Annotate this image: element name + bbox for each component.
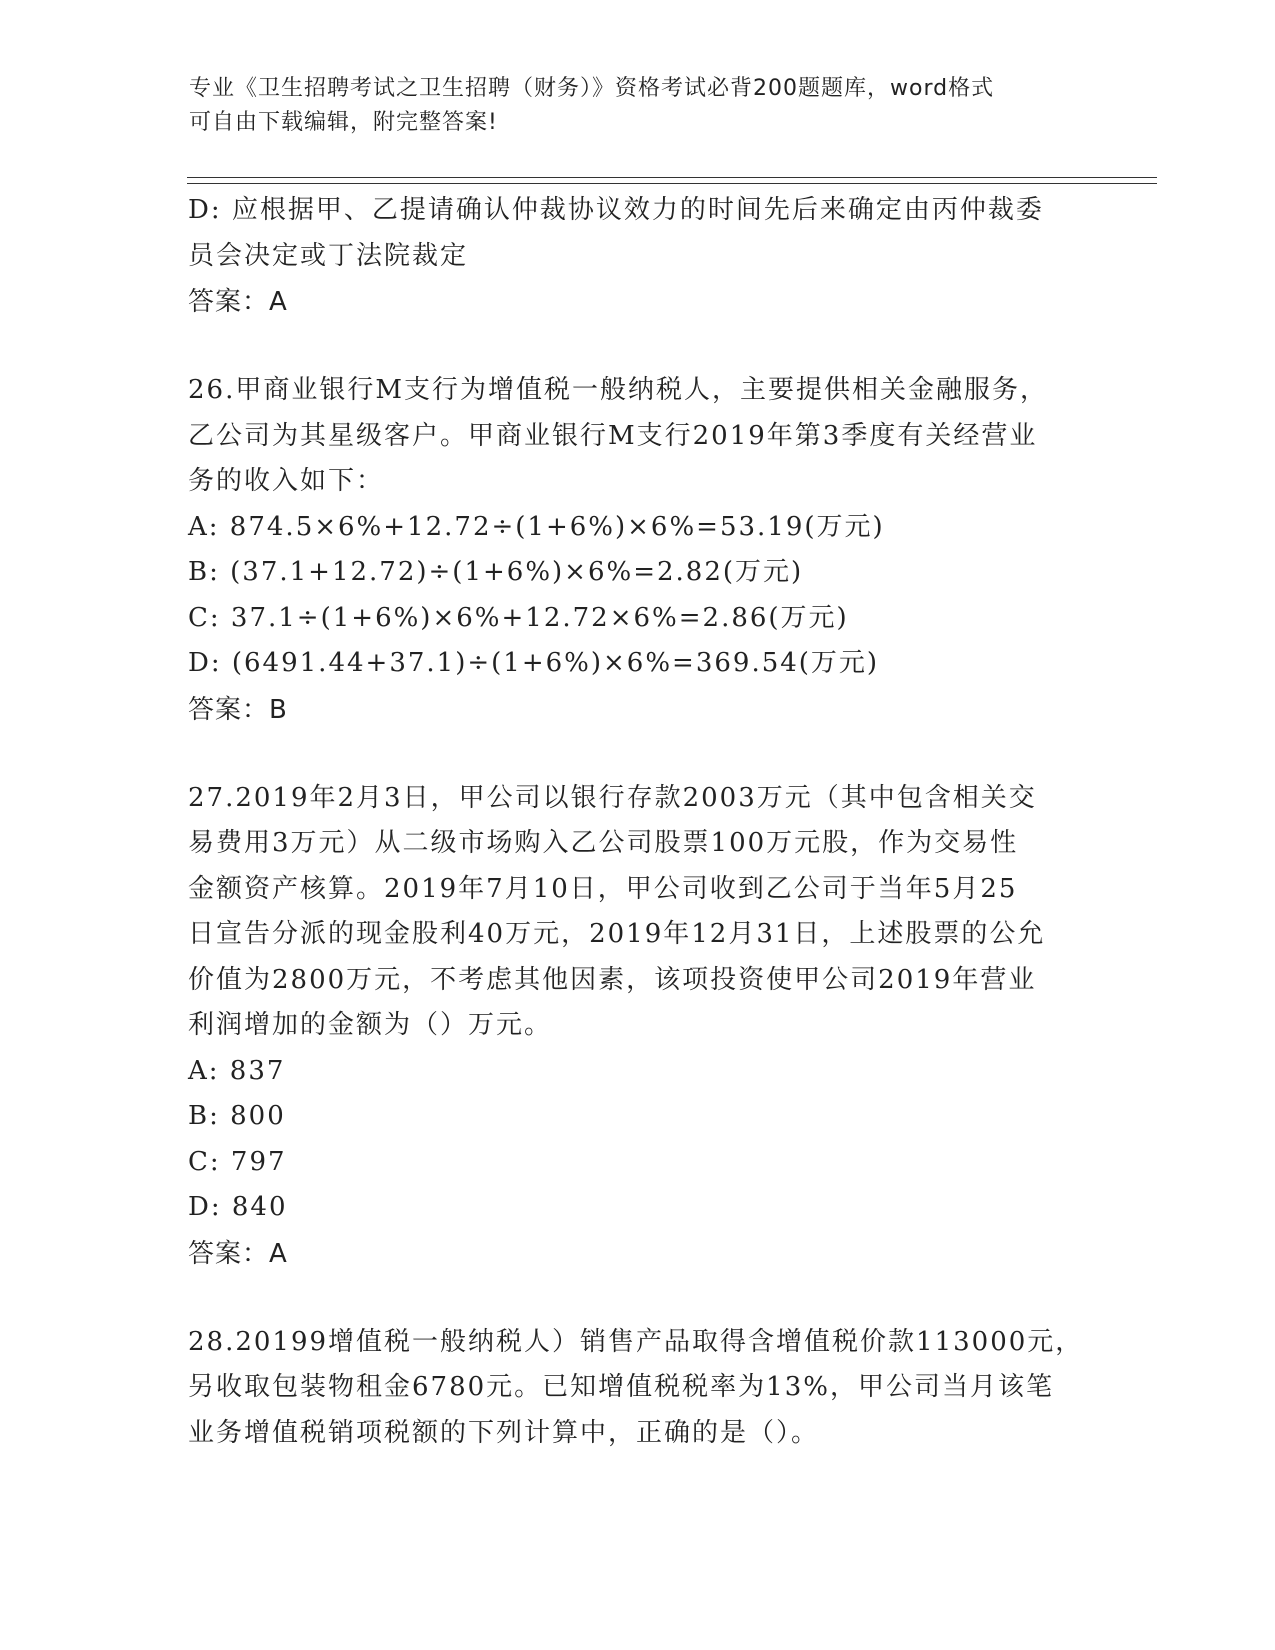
option-a: A: 837 [188, 1055, 286, 1086]
question-text-line: 26.甲商业银行M支行为增值税一般纳税人，主要提供相关金融服务， [188, 375, 1048, 405]
spacer [188, 733, 1088, 776]
question-text-line: 另收取包装物租金6780元。已知增值税税率为13%，甲公司当月该笔 [188, 1372, 1054, 1402]
option-d-line-1: D: 应根据甲、乙提请确认仲裁协议效力的时间先后来确定由丙仲裁委 [188, 195, 1044, 225]
option-a: A: 874.5×6%+12.72÷(1+6%)×6%=53.19(万元) [188, 511, 885, 542]
question-text-line: 28.20199增值税一般纳税人）销售产品取得含增值税价款113000元， [188, 1326, 1084, 1357]
question-text-line: 27.2019年2月3日，甲公司以银行存款2003万元（其中包含相关交 [188, 782, 1037, 813]
question-text-line: 金额资产核算。2019年7月10日，甲公司收到乙公司于当年5月25 [188, 873, 1018, 904]
option-c: C: 37.1÷(1+6%)×6%+12.72×6%=2.86(万元) [188, 602, 849, 633]
question-text-line: 易费用3万元）从二级市场购入乙公司股票100万元股，作为交易性 [188, 828, 1019, 858]
page-header [189, 72, 1069, 140]
answer-line: 答案：A [188, 287, 288, 317]
question-26 [188, 368, 1088, 733]
option-d-line-2: 员会决定或丁法院裁定 [188, 240, 469, 271]
question-text-line: 业务增值税销项税额的下列计算中，正确的是（）。 [188, 1417, 820, 1448]
question-text-line: 日宣告分派的现金股利40万元，2019年12月31日，上述股票的公允 [188, 919, 1046, 949]
prev-question-tail [188, 188, 1088, 325]
question-text-line: 乙公司为其星级客户。甲商业银行M支行2019年第3季度有关经营业 [188, 420, 1038, 451]
answer-line: 答案：A [188, 1238, 288, 1269]
question-text-line: 利润增加的金额为（）万元。 [188, 1010, 553, 1040]
header-title-line-1: 专业《卫生招聘考试之卫生招聘（财务）》资格考试必背200题题库，word格式 [189, 76, 995, 101]
option-c: C: 797 [188, 1146, 287, 1177]
header-divider-top [187, 177, 1157, 178]
question-28 [188, 1320, 1088, 1457]
question-text-line: 务的收入如下： [188, 466, 385, 496]
document-body [188, 188, 1088, 1456]
spacer [188, 325, 1088, 368]
option-d: D: (6491.44+37.1)÷(1+6%)×6%=369.54(万元) [188, 648, 880, 678]
spacer [188, 1277, 1088, 1320]
header-title-line-2: 可自由下载编辑，附完整答案! [189, 110, 498, 135]
option-b: B: (37.1+12.72)÷(1+6%)×6%=2.82(万元) [188, 557, 804, 587]
option-b: B: 800 [188, 1101, 286, 1131]
question-27 [188, 776, 1088, 1277]
header-divider-bottom [187, 183, 1157, 184]
option-d: D: 840 [188, 1192, 288, 1222]
question-text-line: 价值为2800万元，不考虑其他因素，该项投资使甲公司2019年营业 [188, 964, 1037, 995]
answer-line: 答案：B [188, 694, 288, 725]
